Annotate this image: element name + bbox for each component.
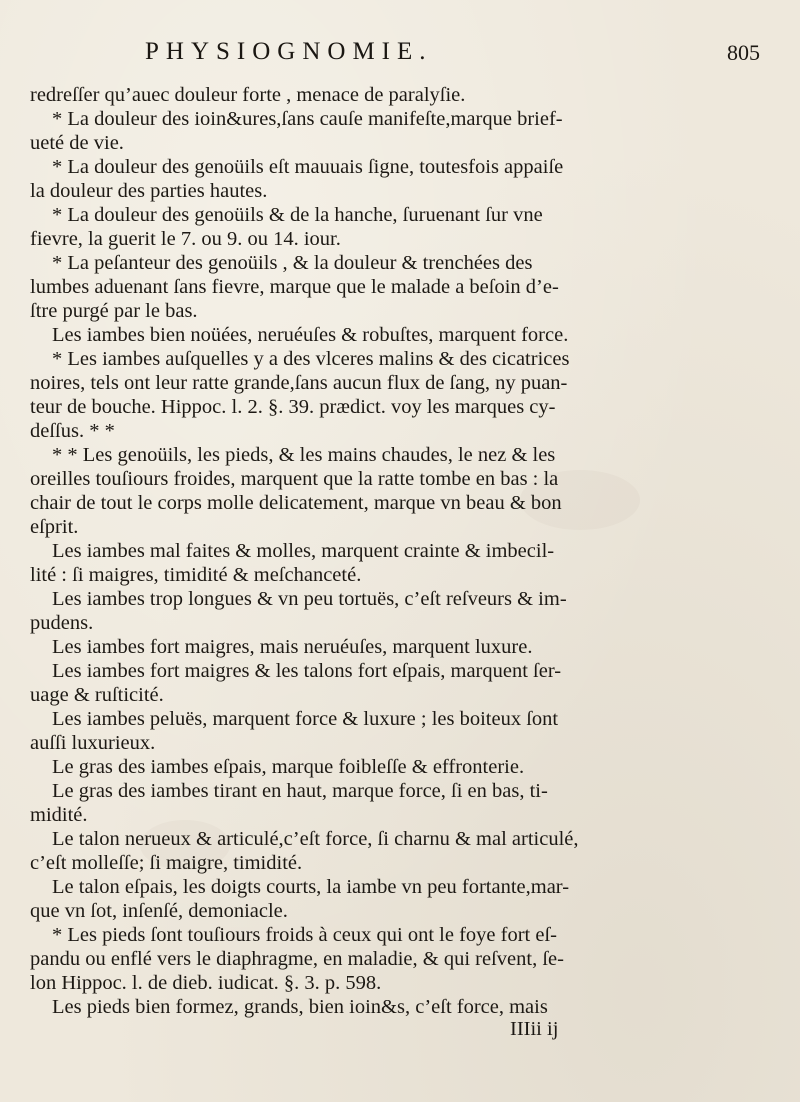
text-line: pudens. bbox=[30, 612, 94, 634]
text-line: eſprit. bbox=[30, 516, 79, 538]
text-line: * La douleur des genoüils eſt mauuais ſigne, toutesfois appaiſe bbox=[52, 156, 564, 178]
text-line: lité : ſi maigres, timidité & meſchanceté. bbox=[30, 564, 362, 586]
text-line: c’eſt molleſſe; ſi maigre, timidité. bbox=[30, 852, 303, 874]
text-line: Les iambes trop longues & vn peu tortuës, c’eſt reſveurs & im- bbox=[52, 588, 567, 610]
text-line: que vn ſot, inſenſé, demoniacle. bbox=[30, 900, 288, 922]
text-line: Les iambes peluës, marquent force & luxure ; les boiteux ſont bbox=[52, 708, 559, 730]
text-line: * Les iambes auſquelles y a des vlceres malins & des cicatrices bbox=[52, 348, 570, 370]
running-title: PHYSIOGNOMIE. bbox=[145, 38, 433, 65]
page-header bbox=[100, 38, 760, 68]
signature-mark: IIIii ij bbox=[510, 1018, 559, 1040]
text-line: lon Hippoc. l. de dieb. iudicat. §. 3. p. 598. bbox=[30, 972, 382, 994]
text-line: Les iambes bien noüées, neruéuſes & robuſtes, marquent force. bbox=[52, 324, 569, 346]
text-line: oreilles touſiours froides, marquent que la ratte tombe en bas : la bbox=[30, 468, 559, 490]
text-line: ſtre purgé par le bas. bbox=[30, 300, 198, 322]
text-line: Le talon eſpais, les doigts courts, la iambe vn peu fortante,mar- bbox=[52, 876, 570, 898]
text-line: lumbes aduenant ſans fievre, marque que le malade a beſoin d’e- bbox=[30, 276, 559, 298]
text-line: * La douleur des genoüils & de la hanche, ſuruenant ſur vne bbox=[52, 204, 543, 226]
text-line: * La douleur des ioin&ures,ſans cauſe manifeſte,marque brief- bbox=[52, 108, 563, 130]
text-line: Les iambes fort maigres, mais neruéuſes, marquent luxure. bbox=[52, 636, 533, 658]
text-line: ueté de vie. bbox=[30, 132, 124, 154]
text-line: * * Les genoüils, les pieds, & les mains chaudes, le nez & les bbox=[52, 444, 556, 466]
text-line: Le gras des iambes tirant en haut, marque force, ſi en bas, ti- bbox=[52, 780, 548, 802]
text-line: fievre, la guerit le 7. ou 9. ou 14. iour. bbox=[30, 228, 341, 250]
text-line: Les iambes mal faites & molles, marquent crainte & imbecil- bbox=[52, 540, 555, 562]
text-line: noires, tels ont leur ratte grande,ſans aucun flux de ſang, ny puan- bbox=[30, 372, 568, 394]
text-line: deſſus. * * bbox=[30, 420, 115, 442]
text-line: midité. bbox=[30, 804, 88, 826]
page-number: 805 bbox=[727, 40, 760, 65]
text-line: chair de tout le corps molle delicatement, marque vn beau & bon bbox=[30, 492, 562, 514]
text-line: la douleur des parties hautes. bbox=[30, 180, 268, 202]
text-line: Le talon nerueux & articulé,c’eſt force, ſi charnu & mal articulé, bbox=[52, 828, 579, 850]
text-line: Les iambes fort maigres & les talons fort eſpais, marquent ſer- bbox=[52, 660, 562, 682]
text-line: pandu ou enflé vers le diaphragme, en maladie, & qui reſvent, ſe- bbox=[30, 948, 564, 970]
text-line: redreſſer qu’auec douleur forte , menace de paralyſie. bbox=[30, 84, 466, 106]
text-line: * La peſanteur des genoüils , & la douleur & trenchées des bbox=[52, 252, 533, 274]
text-line: auſſi luxurieux. bbox=[30, 732, 156, 754]
text-line: Les pieds bien formez, grands, bien ioin&s, c’eſt force, mais bbox=[52, 996, 548, 1018]
text-line: uage & ruſticité. bbox=[30, 684, 164, 706]
text-line: Le gras des iambes eſpais, marque foibleſſe & effronterie. bbox=[52, 756, 525, 778]
text-line: * Les pieds ſont touſiours froids à ceux qui ont le foye fort eſ- bbox=[52, 924, 557, 946]
text-line: teur de bouche. Hippoc. l. 2. §. 39. prædict. voy les marques cy- bbox=[30, 396, 556, 418]
